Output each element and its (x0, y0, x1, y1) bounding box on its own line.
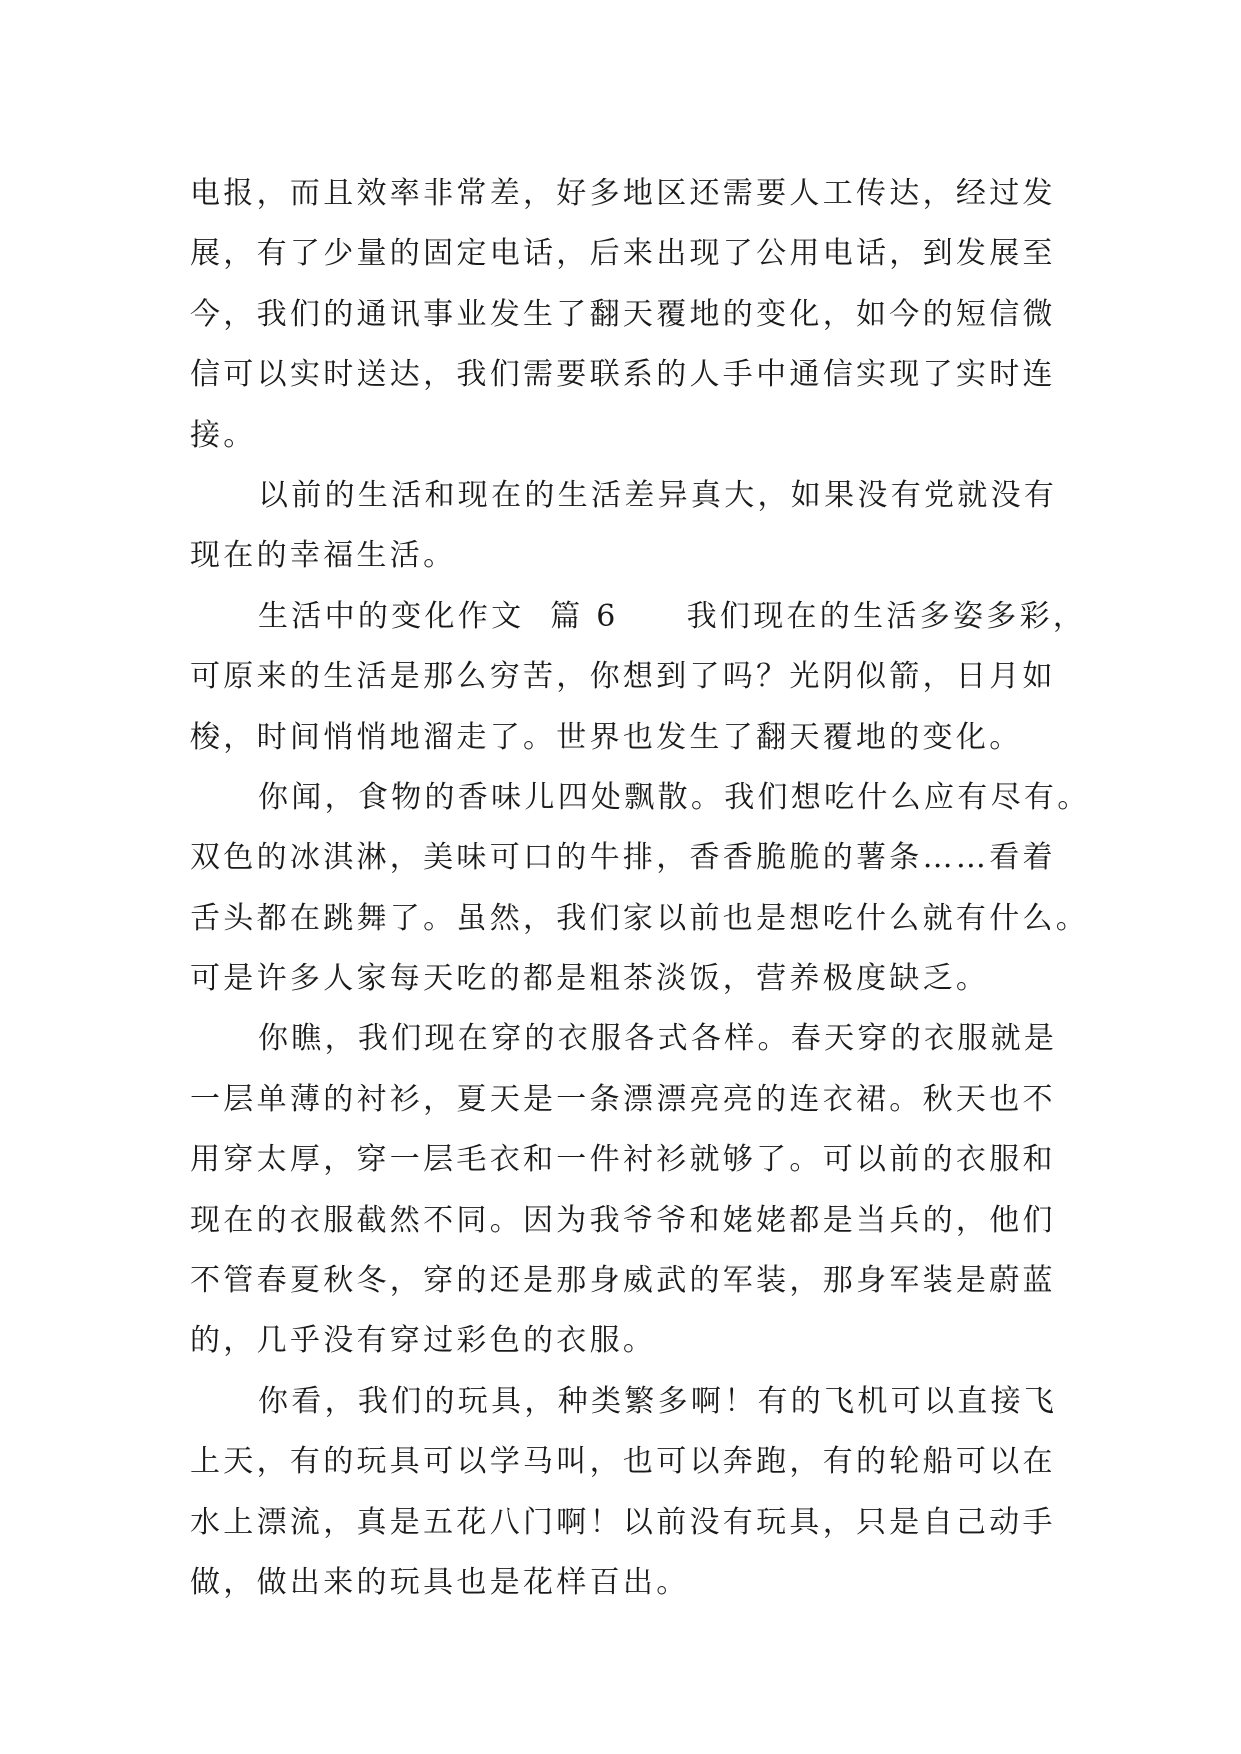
text-line: 双色的冰淇淋，美味可口的牛排，香香脆脆的薯条……看着 (190, 840, 1056, 876)
section-heading: 生活中的变化作文 篇 6 (258, 598, 619, 634)
text-line: 梭，时间悄悄地溜走了。世界也发生了翻天覆地的变化。 (190, 719, 1023, 755)
text-line: 电报，而且效率非常差，好多地区还需要人工传达，经过发 (190, 176, 1056, 211)
text-fragment: 我们现在的生活多姿多彩， (686, 598, 1087, 634)
paragraph (190, 587, 1087, 768)
text-line: 用穿太厚，穿一层毛衣和一件衬衫就够了。可以前的衣服和 (190, 1142, 1056, 1178)
text-line: 一层单薄的衬衫，夏天是一条漂漂亮亮的连衣裙。秋天也不 (190, 1081, 1056, 1117)
text-line: 舌头都在跳舞了。虽然，我们家以前也是想吃什么就有什么。 (190, 900, 1090, 936)
text-line: 展，有了少量的固定电话，后来出现了公用电话，到发展至 (190, 236, 1056, 272)
paragraph (190, 768, 1091, 1010)
paragraph (190, 466, 1058, 587)
text-line: 水上漂流，真是五花八门啊！以前没有玩具，只是自己动手 (190, 1504, 1056, 1540)
text-line: 不管春夏秋冬，穿的还是那身威武的军装，那身军装是蔚蓝 (190, 1263, 1056, 1299)
paragraph (190, 1372, 1058, 1614)
text-line: 做，做出来的玩具也是花样百出。 (190, 1564, 690, 1600)
text-line: 的，几乎没有穿过彩色的衣服。 (190, 1323, 657, 1359)
heading-line (190, 587, 1087, 647)
text-line: 今，我们的通讯事业发生了翻天覆地的变化，如今的短信微 (190, 296, 1056, 332)
text-line: 现在的衣服截然不同。因为我爷爷和姥姥都是当兵的，他们 (190, 1202, 1056, 1238)
text-line: 你闻，食物的香味儿四处飘散。我们想吃什么应有尽有。 (258, 779, 1091, 815)
paragraph (190, 1009, 1058, 1371)
text-line: 信可以实时送达，我们需要联系的人手中通信实现了实时连 (190, 357, 1056, 393)
text-line: 上天，有的玩具可以学马叫，也可以奔跑，有的轮船可以在 (190, 1444, 1056, 1480)
text-line: 接。 (190, 417, 257, 453)
text-line: 可原来的生活是那么穷苦，你想到了吗？光阴似箭，日月如 (190, 659, 1056, 695)
essay-body (190, 164, 1091, 1613)
paragraph (190, 164, 1056, 466)
text-line: 可是许多人家每天吃的都是粗茶淡饭，营养极度缺乏。 (190, 961, 990, 997)
text-line: 你看，我们的玩具，种类繁多啊！有的飞机可以直接飞 (258, 1383, 1058, 1419)
text-line: 以前的生活和现在的生活差异真大，如果没有党就没有 (258, 477, 1058, 513)
text-line: 你瞧，我们现在穿的衣服各式各样。春天穿的衣服就是 (258, 1021, 1058, 1057)
text-line: 现在的幸福生活。 (190, 538, 457, 574)
